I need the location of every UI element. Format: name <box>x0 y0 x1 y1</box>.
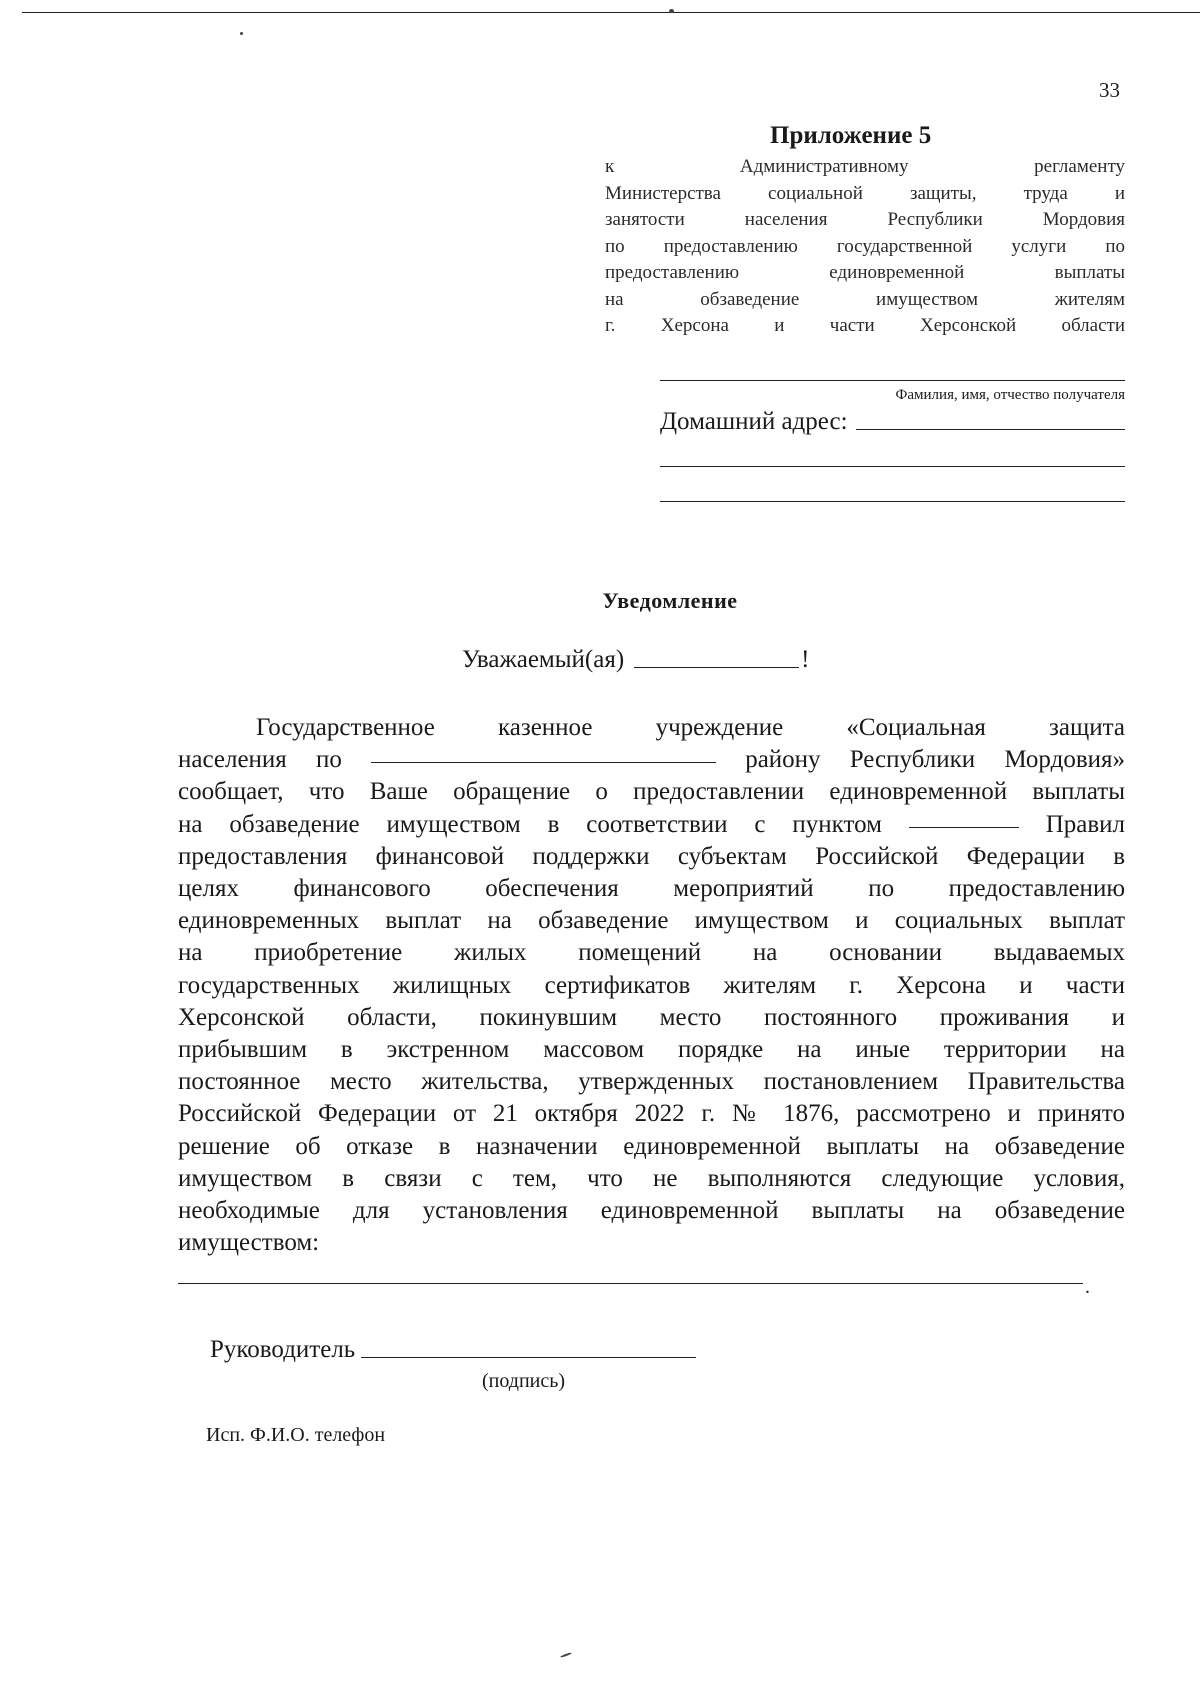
body-line: предоставления финансовой поддержки субъектам Российской Федерации в <box>178 842 1125 870</box>
body-line <box>178 744 1125 776</box>
body-line-part: Правил <box>1045 810 1126 838</box>
signature-label: Руководитель <box>210 1336 356 1363</box>
body-line <box>178 809 1125 841</box>
body-line: прибывшим в экстренном массовом порядке на иные территории на <box>178 1036 1125 1064</box>
home-address-label: Домашний адрес: <box>660 408 848 435</box>
signature-line <box>361 1357 696 1358</box>
appendix-title: Приложение 5 <box>770 122 932 149</box>
body-line-part: населения по <box>178 746 342 774</box>
address-line <box>660 501 1125 502</box>
recipient-name-line <box>660 380 1125 381</box>
body-line: Херсонской области, покинувшим место постоянного проживания и <box>178 1003 1125 1031</box>
salutation-prefix: Уважаемый(ая) <box>462 646 625 673</box>
appendix-line: г. Херсона и части Херсонской области <box>605 315 1125 336</box>
conditions-period: . <box>1085 1276 1090 1298</box>
body-line: единовременных выплат на обзаведение имуществом и социальных выплат <box>178 907 1125 935</box>
body-line: государственных жилищных сертификатов жителям г. Херсона и части <box>178 971 1125 999</box>
signature-caption: (подпись) <box>482 1370 566 1392</box>
scan-speck <box>560 1652 572 1658</box>
notice-body <box>178 712 1125 1259</box>
appendix-line: занятости населения Республики Мордовия <box>605 209 1125 230</box>
salutation-name-line <box>634 667 799 668</box>
recipient-name-caption: Фамилия, имя, отчество получателя <box>895 387 1125 403</box>
signature-row <box>210 1336 696 1364</box>
body-line: на приобретение жилых помещений на основании выдаваемых <box>178 939 1125 967</box>
executor-line: Исп. Ф.И.О. телефон <box>206 1424 386 1446</box>
body-line: имуществом в связи с тем, что не выполняются следующие условия, <box>178 1164 1125 1192</box>
home-address-row <box>660 408 1125 436</box>
salutation-suffix: ! <box>801 646 810 673</box>
body-line: сообщает, что Ваше обращение о предоставлении единовременной выплаты <box>178 778 1125 806</box>
body-line: имуществом: <box>178 1229 320 1257</box>
home-address-line <box>856 429 1125 430</box>
body-line: целях финансового обеспечения мероприятий по предоставлению <box>178 875 1125 903</box>
body-line: Российской Федерации от 21 октября 2022 г. № 1876, рассмотрено и принято <box>178 1100 1125 1128</box>
top-scan-rule <box>22 12 1200 13</box>
conditions-blank-line <box>178 1283 1083 1284</box>
appendix-line: на обзаведение имуществом жителям <box>605 288 1125 310</box>
recipient-block <box>660 380 1125 502</box>
appendix-line: к Административному регламенту <box>605 156 1125 177</box>
page-number: 33 <box>1099 78 1120 102</box>
body-line: решение об отказе в назначении единовременной выплаты на обзаведение <box>178 1132 1125 1160</box>
salutation <box>462 646 810 674</box>
clause-blank-line <box>909 827 1019 828</box>
address-line <box>660 466 1125 467</box>
appendix-line: Министерства социальной защиты, труда и <box>605 182 1125 204</box>
body-line: Государственное казенное учреждение «Социальная защита <box>256 714 1125 741</box>
scan-speck <box>669 9 674 13</box>
appendix-block <box>605 122 1125 340</box>
body-line-part: на обзаведение имуществом в соответствии с пунктом <box>178 810 882 838</box>
scan-speck <box>240 32 243 35</box>
body-line: постоянное место жительства, утвержденных постановлением Правительства <box>178 1068 1125 1096</box>
appendix-line: по предоставлению государственной услуги по <box>605 235 1125 257</box>
district-blank-line <box>371 762 716 763</box>
notice-title: Уведомление <box>602 588 738 613</box>
appendix-line: предоставлению единовременной выплаты <box>605 262 1125 283</box>
body-line: необходимые для установления единовременной выплаты на обзаведение <box>178 1197 1125 1225</box>
body-line-part: району Республики Мордовия» <box>745 746 1125 774</box>
